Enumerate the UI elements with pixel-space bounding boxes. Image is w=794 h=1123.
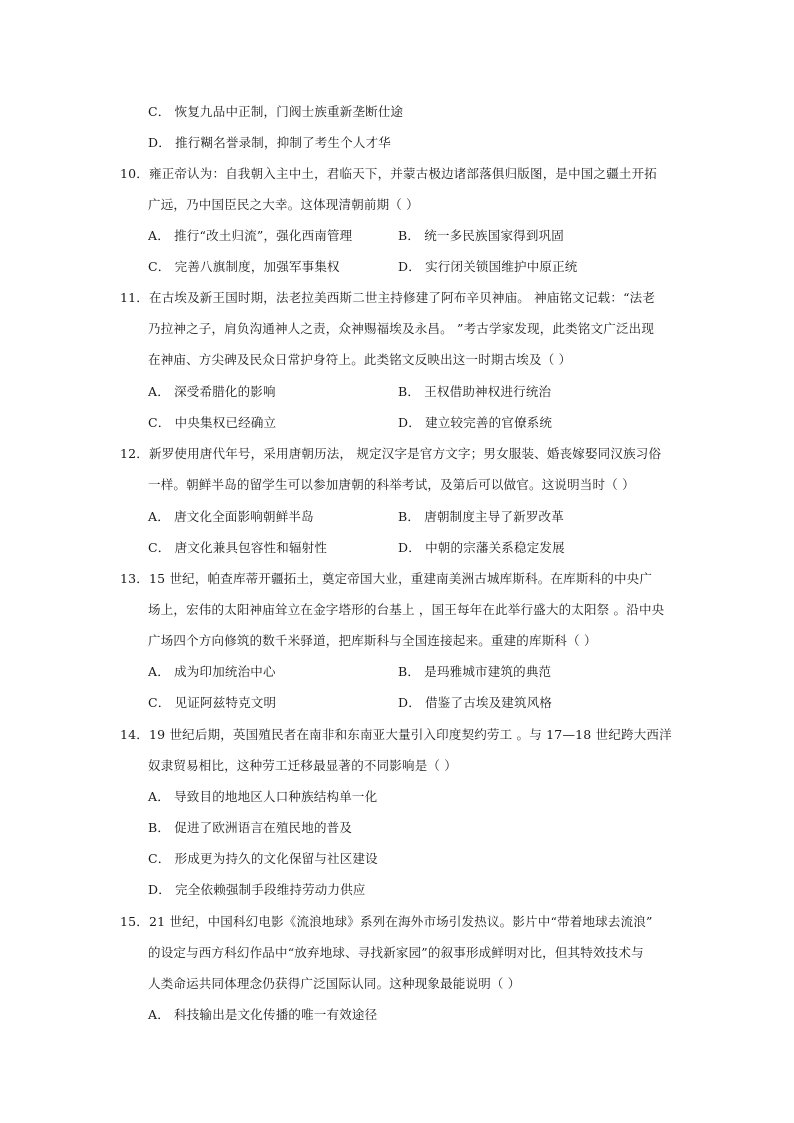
q11-option-a: A． 深受希腊化的影响 bbox=[148, 384, 276, 399]
q13-stem-line-3: 广场四个方向修筑的数千米驿道，把库斯科与全国连接起来。重建的库斯科（ ） bbox=[148, 633, 597, 648]
q11-option-b: B． 王权借助神权进行统治 bbox=[398, 384, 552, 399]
q12-option-c: C． 唐文化兼具包容性和辐射性 bbox=[148, 540, 328, 555]
q12-stem-line-2: 一样。朝鲜半岛的留学生可以参加唐朝的科举考试，及第后可以做官。这说明当时（ ） bbox=[148, 477, 635, 492]
q10-option-b: B． 统一多民族国家得到巩固 bbox=[398, 228, 564, 243]
q15-stem-line-2: 的设定与西方科幻作品中“放弃地球、寻找新家园”的叙事形成鲜明对比，但其特效技术与 bbox=[148, 945, 644, 960]
q15-stem-line-1: 15．21 世纪，中国科幻电影《流浪地球》系列在海外市场引发热议。影片中“带着地球去流浪” bbox=[120, 914, 653, 929]
q10-option-d: D． 实行闭关锁国维护中原正统 bbox=[398, 259, 578, 274]
q11-option-c: C． 中央集权已经确立 bbox=[148, 415, 277, 430]
q13-option-b: B． 是玛雅城市建筑的典范 bbox=[398, 664, 552, 679]
q13-option-a: A． 成为印加统治中心 bbox=[148, 664, 276, 679]
q11-stem-line-1: 11．在古埃及新王国时期，法老拉美西斯二世主持修建了阿布辛贝神庙。 神庙铭文记载：“法老 bbox=[120, 290, 656, 305]
q10-stem-line-1: 10．雍正帝认为：自我朝入主中土，君临天下，并蒙古极边诸部落俱归版图，是中国之疆土开拓 bbox=[120, 166, 658, 181]
q14-stem-line-1: 14．19 世纪后期，英国殖民者在南非和东南亚大量引入印度契约劳工 。与 17—18 世纪跨大西洋 bbox=[120, 727, 672, 742]
q10-option-c: C． 完善八旗制度，加强军事集权 bbox=[148, 259, 340, 274]
q10-option-a: A． 推行“改土归流”，强化西南管理 bbox=[148, 228, 353, 243]
q13-option-c: C． 见证阿兹特克文明 bbox=[148, 695, 277, 710]
q12-option-b: B． 唐朝制度主导了新罗改革 bbox=[398, 509, 564, 524]
q15-option-a: A． 科技输出是文化传播的唯一有效途径 bbox=[148, 1007, 378, 1022]
q12-option-d: D． 中朝的宗藩关系稳定发展 bbox=[398, 540, 565, 555]
q10-stem-line-2: 广远，乃中国臣民之大幸。这体现清朝前期（ ） bbox=[148, 197, 419, 212]
q9-option-d: D． 推行糊名誉录制，抑制了考生个人才华 bbox=[148, 135, 391, 150]
q14-option-a: A． 导致目的地地区人口种族结构单一化 bbox=[148, 789, 378, 804]
q13-stem-line-2: 场上，宏伟的太阳神庙耸立在金字塔形的台基上 ，国王每年在此举行盛大的太阳祭 。沿中央 bbox=[148, 602, 665, 617]
q9-option-c: C． 恢复九品中正制，门阀士族重新垄断仕途 bbox=[148, 104, 404, 119]
q13-stem-line-1: 13．15 世纪，帕查库蒂开疆拓土，奠定帝国大业，重建南美洲古城库斯科。在库斯科的中央广 bbox=[120, 571, 653, 586]
q14-option-c: C． 形成更为持久的文化保留与社区建设 bbox=[148, 851, 378, 866]
q11-option-d: D． 建立较完善的官僚系统 bbox=[398, 415, 553, 430]
q14-option-b: B． 促进了欧洲语言在殖民地的普及 bbox=[148, 820, 353, 835]
q11-stem-line-2: 乃拉神之子，肩负沟通神人之责，众神赐福埃及永昌。 ”考古学家发现，此类铭文广泛出现 bbox=[148, 321, 655, 336]
q12-option-a: A． 唐文化全面影响朝鲜半岛 bbox=[148, 509, 314, 524]
q14-option-d: D． 完全依赖强制手段维持劳动力供应 bbox=[148, 882, 366, 897]
q14-stem-line-2: 奴隶贸易相比，这种劳工迁移最显著的不同影响是（ ） bbox=[148, 758, 457, 773]
q12-stem-line-1: 12．新罗使用唐代年号，采用唐朝历法， 规定汉字是官方文字；男女服装、婚丧嫁娶同汉族习俗 bbox=[120, 446, 662, 461]
q15-stem-line-3: 人类命运共同体理念仍获得广泛国际认同。这种现象最能说明（ ） bbox=[148, 976, 521, 991]
q11-stem-line-3: 在神庙、方尖碑及民众日常护身符上。此类铭文反映出这一时期古埃及（ ） bbox=[148, 352, 572, 367]
q13-option-d: D． 借鉴了古埃及建筑风格 bbox=[398, 695, 553, 710]
